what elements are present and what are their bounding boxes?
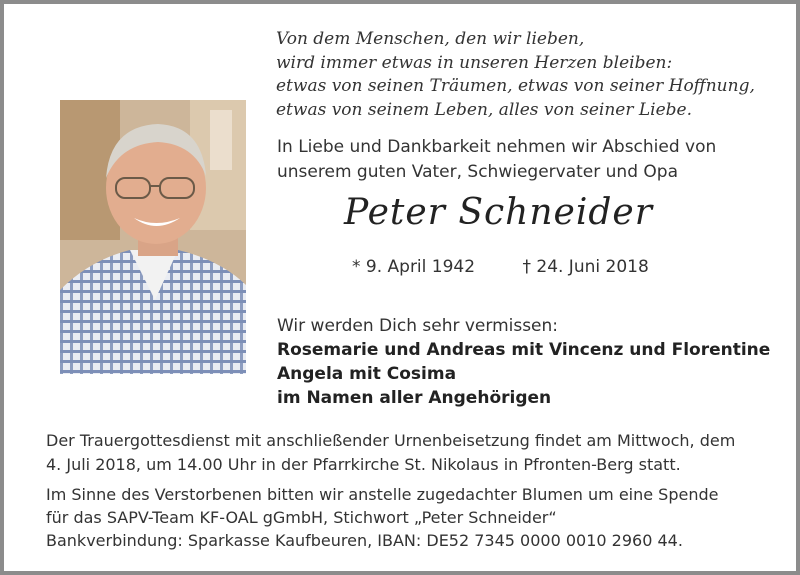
service-line: 4. Juli 2018, um 14.00 Uhr in der Pfarrkirche St. Nikolaus in Pfronten-Berg statt. xyxy=(46,455,681,474)
donation-line: Im Sinne des Verstorbenen bitten wir anstelle zugedachter Blumen um eine Spende xyxy=(46,485,719,504)
birth-date: * 9. April 1942 xyxy=(352,257,476,277)
portrait-photo xyxy=(60,100,246,374)
family-line: Rosemarie und Andreas mit Vincenz und Florentine xyxy=(277,340,771,360)
poem-line: wird immer etwas in unseren Herzen bleiben: xyxy=(276,52,673,73)
donation-info xyxy=(46,483,718,552)
family-line: im Namen aller Angehörigen xyxy=(277,388,552,408)
missing-intro: Wir werden Dich sehr vermissen: xyxy=(277,316,559,336)
intro-text xyxy=(277,135,716,185)
donation-line: für das SAPV-Team KF-OAL gGmbH, Stichwort „Peter Schneider“ xyxy=(46,508,557,527)
poem-line: etwas von seinem Leben, alles von seiner Liebe. xyxy=(276,99,692,120)
donation-line: Bankverbindung: Sparkasse Kaufbeuren, IBAN: DE52 7345 0000 0010 2960 44. xyxy=(46,531,683,550)
poem-line: Von dem Menschen, den wir lieben, xyxy=(276,29,585,49)
life-dates xyxy=(352,257,649,277)
death-date: † 24. Juni 2018 xyxy=(522,257,649,277)
poem-line: etwas von seinen Träumen, etwas von seiner Hoffnung, xyxy=(276,76,755,96)
intro-line: In Liebe und Dankbarkeit nehmen wir Abschied von xyxy=(277,137,717,157)
mourners-block xyxy=(277,314,770,410)
service-line: Der Trauergottesdienst mit anschließender Urnenbeisetzung findet am Mittwoch, dem xyxy=(46,431,736,450)
obituary-card xyxy=(4,4,796,571)
poem xyxy=(276,28,755,122)
funeral-service-info xyxy=(46,429,735,477)
family-line: Angela mit Cosima xyxy=(277,364,457,384)
deceased-name: Peter Schneider xyxy=(344,192,653,233)
intro-line: unserem guten Vater, Schwiegervater und Opa xyxy=(277,162,678,182)
